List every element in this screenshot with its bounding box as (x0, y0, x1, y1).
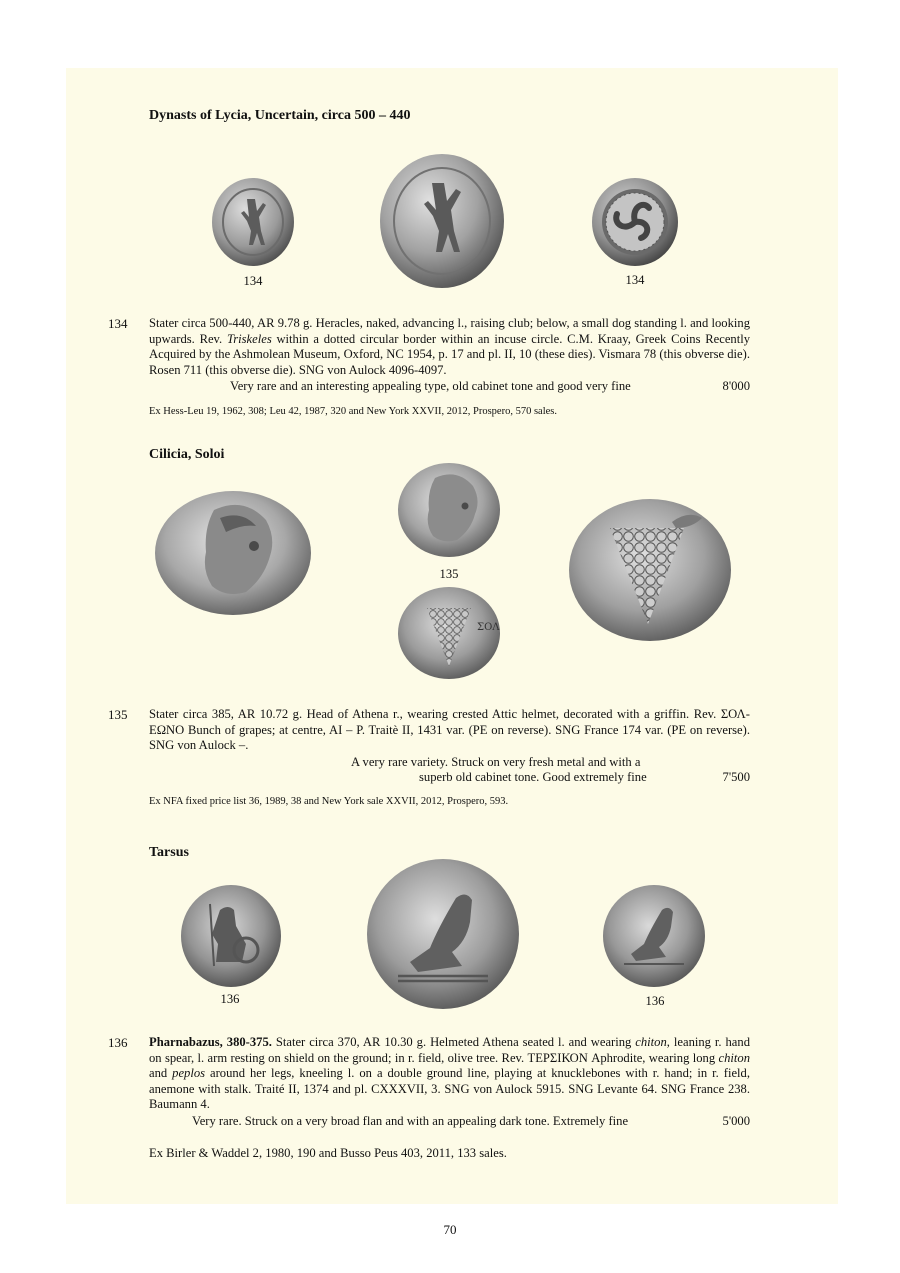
lot-price-136: 5'000 (722, 1114, 750, 1128)
lot-price-134: 8'000 (722, 379, 750, 393)
lot-provenance-136: Ex Birler & Waddel 2, 1980, 190 and Busso Peus 403, 2011, 133 sales. (149, 1146, 507, 1160)
lot-note-135-line1: A very rare variety. Struck on very fresh metal and with a (351, 755, 641, 769)
coin-136-reverse-small (602, 884, 706, 988)
caption-136-right: 136 (645, 994, 665, 1008)
section-title-soloi: Cilicia, Soloi (149, 447, 225, 462)
coin-136-obverse (180, 884, 282, 988)
caption-134-left: 134 (243, 274, 263, 288)
lot-description-136: Pharnabazus, 380-375. Stater circa 370, AR 10.30 g. Helmeted Athena seated l. and wearing chiton, leaning r. hand on spear, l. arm resting on shield on the ground; in r. field, olive tree. Rev. ΤΕΡΣΙΚΟΝ Aphrodite, wearing long chiton and peplos around her legs, kneeling l. on a double ground line, playing at knucklebones with r. hand; in r. field, anemone with stalk. Traité II, 1374 and pl. CXXXVII, 3. SNG von Aulock 5915. SNG Levante 64. SNG France 238. Baumann 4. (149, 1035, 750, 1112)
lot-provenance-134: Ex Hess-Leu 19, 1962, 308; Leu 42, 1987, 320 and New York XXVII, 2012, Prospero, 570 sales. (149, 406, 557, 417)
lot-number-136: 136 (108, 1035, 128, 1050)
coin-135-reverse-small (397, 586, 501, 680)
section-title-lycia: Dynasts of Lycia, Uncertain, circa 500 – 440 (149, 108, 411, 123)
lot-number-135: 135 (108, 707, 128, 722)
section-title-tarsus: Tarsus (149, 845, 189, 860)
page-number: 70 (443, 1222, 457, 1237)
lot-provenance-135: Ex NFA fixed price list 36, 1989, 38 and New York sale XXVII, 2012, Prospero, 593. (149, 796, 509, 807)
lot-description-135: Stater circa 385, AR 10.72 g. Head of Athena r., wearing crested Attic helmet, decorated with a griffin. Rev. ΣΟΛ-ΕΩΝΟ Bunch of grapes; at centre, AI – P. Traitè II, 1431 var. (PE on reverse). SNG France 174 var. (PE on reverse). SNG von Aulock –. (149, 707, 750, 753)
coin-135-obverse-small (397, 462, 501, 558)
coin-135-reverse-large (568, 498, 732, 642)
lot-price-135: 7'500 (722, 770, 750, 784)
coin-136-reverse-large (366, 858, 520, 1010)
lot-note-134: Very rare and an interesting appealing type, old cabinet tone and good very fine (230, 379, 631, 393)
caption-136-left: 136 (220, 992, 240, 1006)
lot-description-134: Stater circa 500-440, AR 9.78 g. Heracles, naked, advancing l., raising club; below, a small dog standing l. and looking upwards. Rev. Triskeles within a dotted circular border within an incuse circle. C.M. Kraay, Greek Coins Recently Acquired by the Ashmolean Museum, Oxford, NC 1954, p. 17 and pl. II, 10 (these dies). Vismara 78 (this obverse die). Rosen 711 (this obverse die). SNG von Aulock 4096-4097. (149, 316, 751, 377)
lot-note-135-line2: superb old cabinet tone. Good extremely fine (419, 770, 647, 784)
coin-134-obverse-large (380, 153, 505, 290)
caption-134-right: 134 (625, 273, 645, 287)
coin-134-obverse-small (211, 177, 295, 267)
caption-135: 135 (439, 567, 459, 581)
lot-note-136: Very rare. Struck on a very broad flan and with an appealing dark tone. Extremely fine (192, 1114, 629, 1128)
coin-134-reverse (591, 177, 679, 267)
lot-ruler-136: Pharnabazus, 380-375. (149, 1035, 272, 1049)
svg-text:ΣΟΛ: ΣΟΛ (477, 622, 500, 633)
coin-135-obverse-large (154, 490, 312, 616)
lot-number-134: 134 (108, 316, 128, 331)
